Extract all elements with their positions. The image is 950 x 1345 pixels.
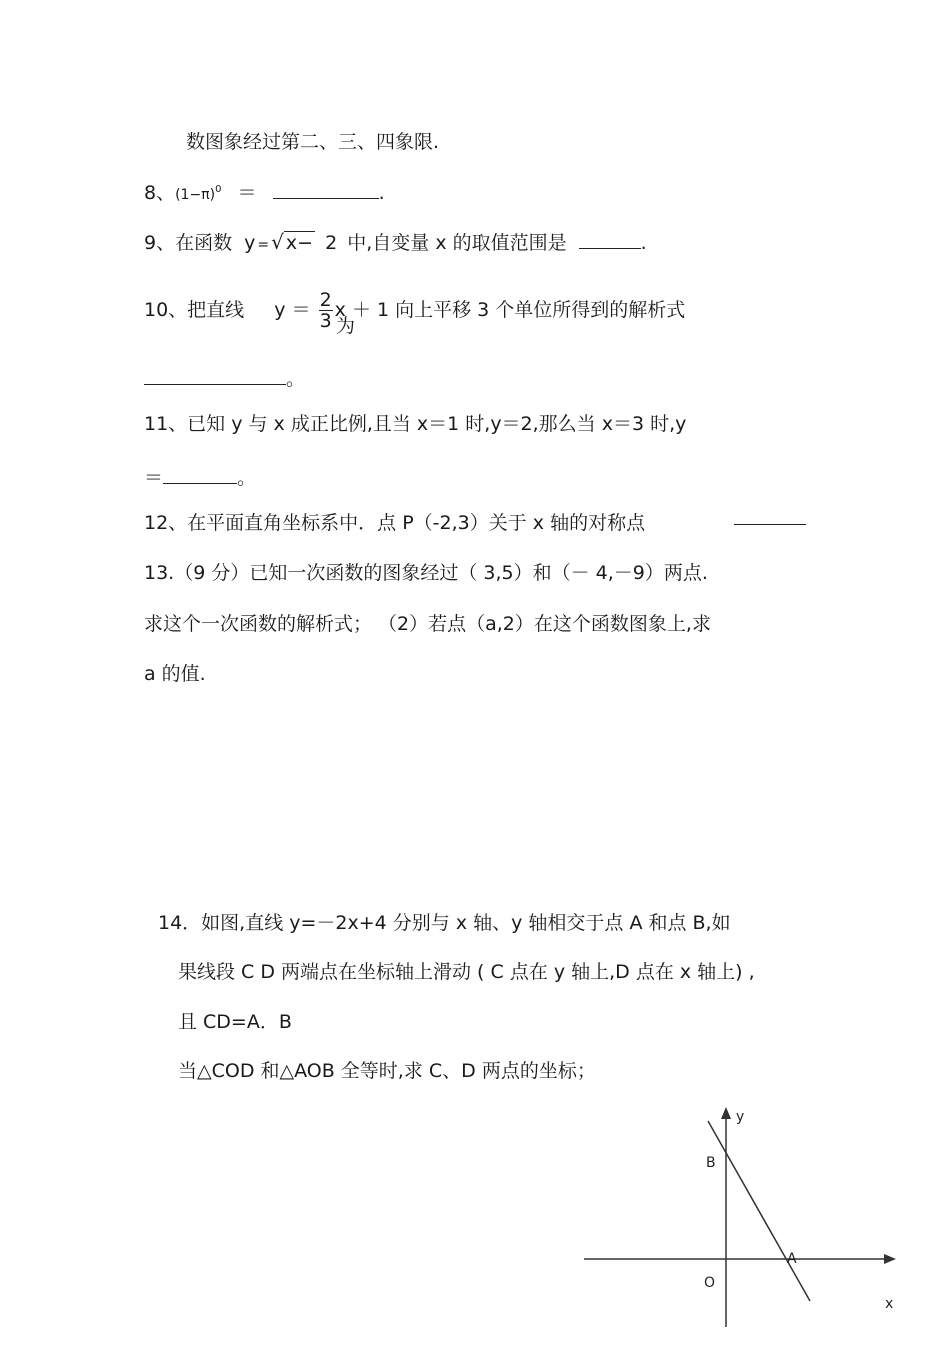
q9-prefix: 9、在函数: [144, 232, 233, 254]
q8-base-close: ): [209, 187, 216, 203]
q10-end: 。: [286, 368, 306, 390]
question-8: [144, 178, 385, 207]
q8-base-open: (1: [175, 187, 190, 203]
q14-line-1: 14．如图,直线 y=－2x+4 分别与 x 轴、y 轴相交于点 A 和点 B,如: [158, 912, 731, 934]
point-a-label: A: [787, 1251, 797, 1267]
q9-answer-blank[interactable]: [579, 230, 641, 249]
q10-frac-numerator: 2: [319, 289, 332, 311]
q10-frac-denominator: 3: [319, 310, 332, 332]
q11-equals: ＝: [144, 467, 164, 489]
q14-line-2: 果线段 C D 两端点在坐标轴上滑动 ( C 点在 y 轴上,D 点在 x 轴上) ,: [178, 961, 755, 983]
y-axis: [721, 1107, 731, 1327]
q8-number: 8、: [144, 182, 176, 204]
q8-period: .: [378, 182, 385, 204]
x-axis-arrow-icon: [884, 1254, 896, 1264]
q7-continuation: 数图象经过第二、三、四象限.: [186, 131, 440, 153]
question-12: [144, 511, 645, 535]
question-9: [144, 230, 647, 257]
q9-two: 2: [325, 232, 338, 254]
q8-minus: −: [189, 187, 202, 203]
q10-answer-blank[interactable]: [144, 366, 286, 385]
q9-radicand: x−: [285, 232, 314, 254]
q12-text: 12、在平面直角坐标系中．点 P（-2,3）关于 x 轴的对称点: [144, 512, 646, 534]
line-ab: [708, 1121, 810, 1301]
point-b-label: B: [706, 1155, 716, 1171]
q13-line-1: 13.（9 分）已知一次函数的图象经过（ 3,5）和（－ 4,－9）两点.: [144, 562, 708, 584]
q11-line-1: 11、已知 y 与 x 成正比例,且当 x＝1 时,y＝2,那么当 x＝3 时,y: [144, 413, 687, 435]
q12-answer-blank[interactable]: [734, 524, 806, 525]
q9-sqrt: √ x−: [271, 230, 314, 254]
q13-line-3: a 的值.: [144, 663, 206, 685]
q10-answer-line: [144, 366, 305, 391]
q10-fraction: [319, 290, 333, 331]
q8-pi: π: [201, 187, 210, 203]
q11-line-2: [144, 465, 256, 490]
q14-line-3: 且 CD=A．B: [178, 1011, 292, 1033]
q10-y-eq: y ＝: [274, 299, 311, 321]
q9-equals: =: [257, 237, 270, 253]
q10-rest: x ＋ 1 向上平移 3 个单位所得到的解析式: [334, 299, 686, 321]
origin-label: O: [704, 1275, 716, 1291]
q9-suffix: 中,自变量 x 的取值范围是: [347, 232, 567, 254]
q11-answer-blank[interactable]: [163, 465, 237, 484]
q11-end: 。: [237, 467, 257, 489]
q8-answer-blank[interactable]: [273, 180, 379, 199]
q13-line-2: 求这个一次函数的解析式； （2）若点（a,2）在这个函数图象上,求: [144, 613, 711, 635]
q14-line-4: 当△COD 和△AOB 全等时,求 C、D 两点的坐标；: [178, 1060, 596, 1082]
q10-wei: 为: [336, 315, 356, 337]
x-axis-label: x: [885, 1296, 894, 1312]
x-axis: [584, 1254, 896, 1264]
q9-y: y: [244, 232, 256, 254]
q9-period: .: [640, 232, 647, 254]
coordinate-graph: [570, 1095, 910, 1335]
y-axis-label: y: [736, 1109, 745, 1125]
q10-prefix: 10、把直线: [144, 299, 245, 321]
question-10: [144, 290, 685, 331]
q8-equals: ＝: [237, 182, 257, 204]
y-axis-arrow-icon: [721, 1107, 731, 1119]
q8-exponent: 0: [215, 184, 222, 195]
